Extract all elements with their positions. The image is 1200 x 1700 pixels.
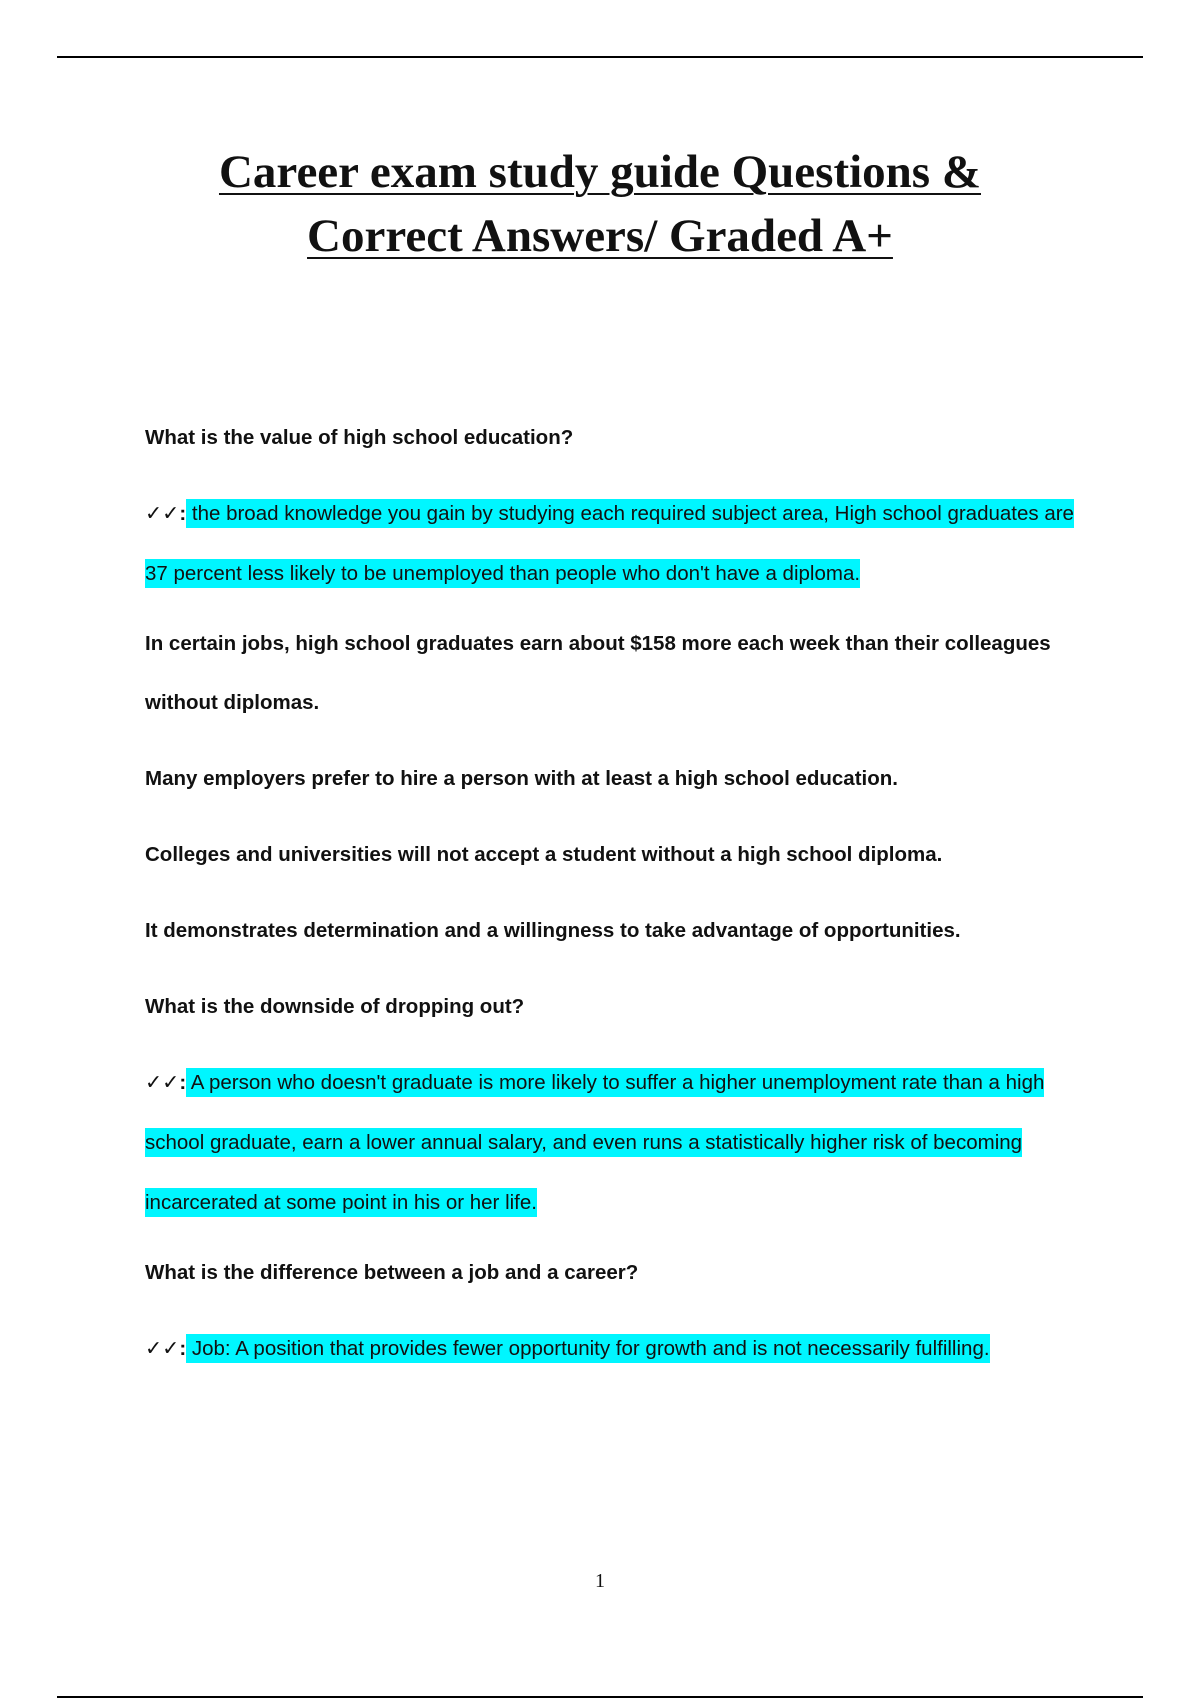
title-line-2: Correct Answers/ Graded A+ [307,210,893,262]
double-check-icon: ✓✓: [145,1071,187,1094]
statement: Many employers prefer to hire a person with at least a high school education. [145,767,898,790]
title-line-1: Career exam study guide Questions & [218,146,981,198]
answer [145,1319,1075,1379]
statement: Colleges and universities will not accept a student without a high school diploma. [145,843,943,866]
answer [145,1053,1075,1233]
double-check-icon: ✓✓: [145,502,187,525]
question: What is the value of high school education? [145,426,574,449]
answer-highlight: the broad knowledge you gain by studying each required subject area, High school graduates are 37 percent less likely to be unemployed than people who don't have a diploma. [145,499,1074,588]
statement: In certain jobs, high school graduates earn about $158 more each week than their colleagues without diplomas. [145,632,1051,714]
question: What is the downside of dropping out? [145,995,525,1018]
answer [145,484,1075,604]
answer-highlight: Job: A position that provides fewer opportunity for growth and is not necessarily fulfilling. [186,1334,989,1363]
document-title [0,140,1200,268]
question: What is the difference between a job and a career? [145,1261,639,1284]
footer-rule [57,1696,1143,1698]
answer-highlight: A person who doesn't graduate is more likely to suffer a higher unemployment rate than a high school graduate, earn a lower annual salary, and even runs a statistically higher risk of becoming incarcerated at some point in his or her life. [145,1068,1044,1217]
double-check-icon: ✓✓: [145,1337,187,1360]
page-number: 1 [595,1570,605,1592]
document-body [145,408,1075,1389]
statement: It demonstrates determination and a willingness to take advantage of opportunities. [145,919,961,942]
header-rule [57,56,1143,58]
